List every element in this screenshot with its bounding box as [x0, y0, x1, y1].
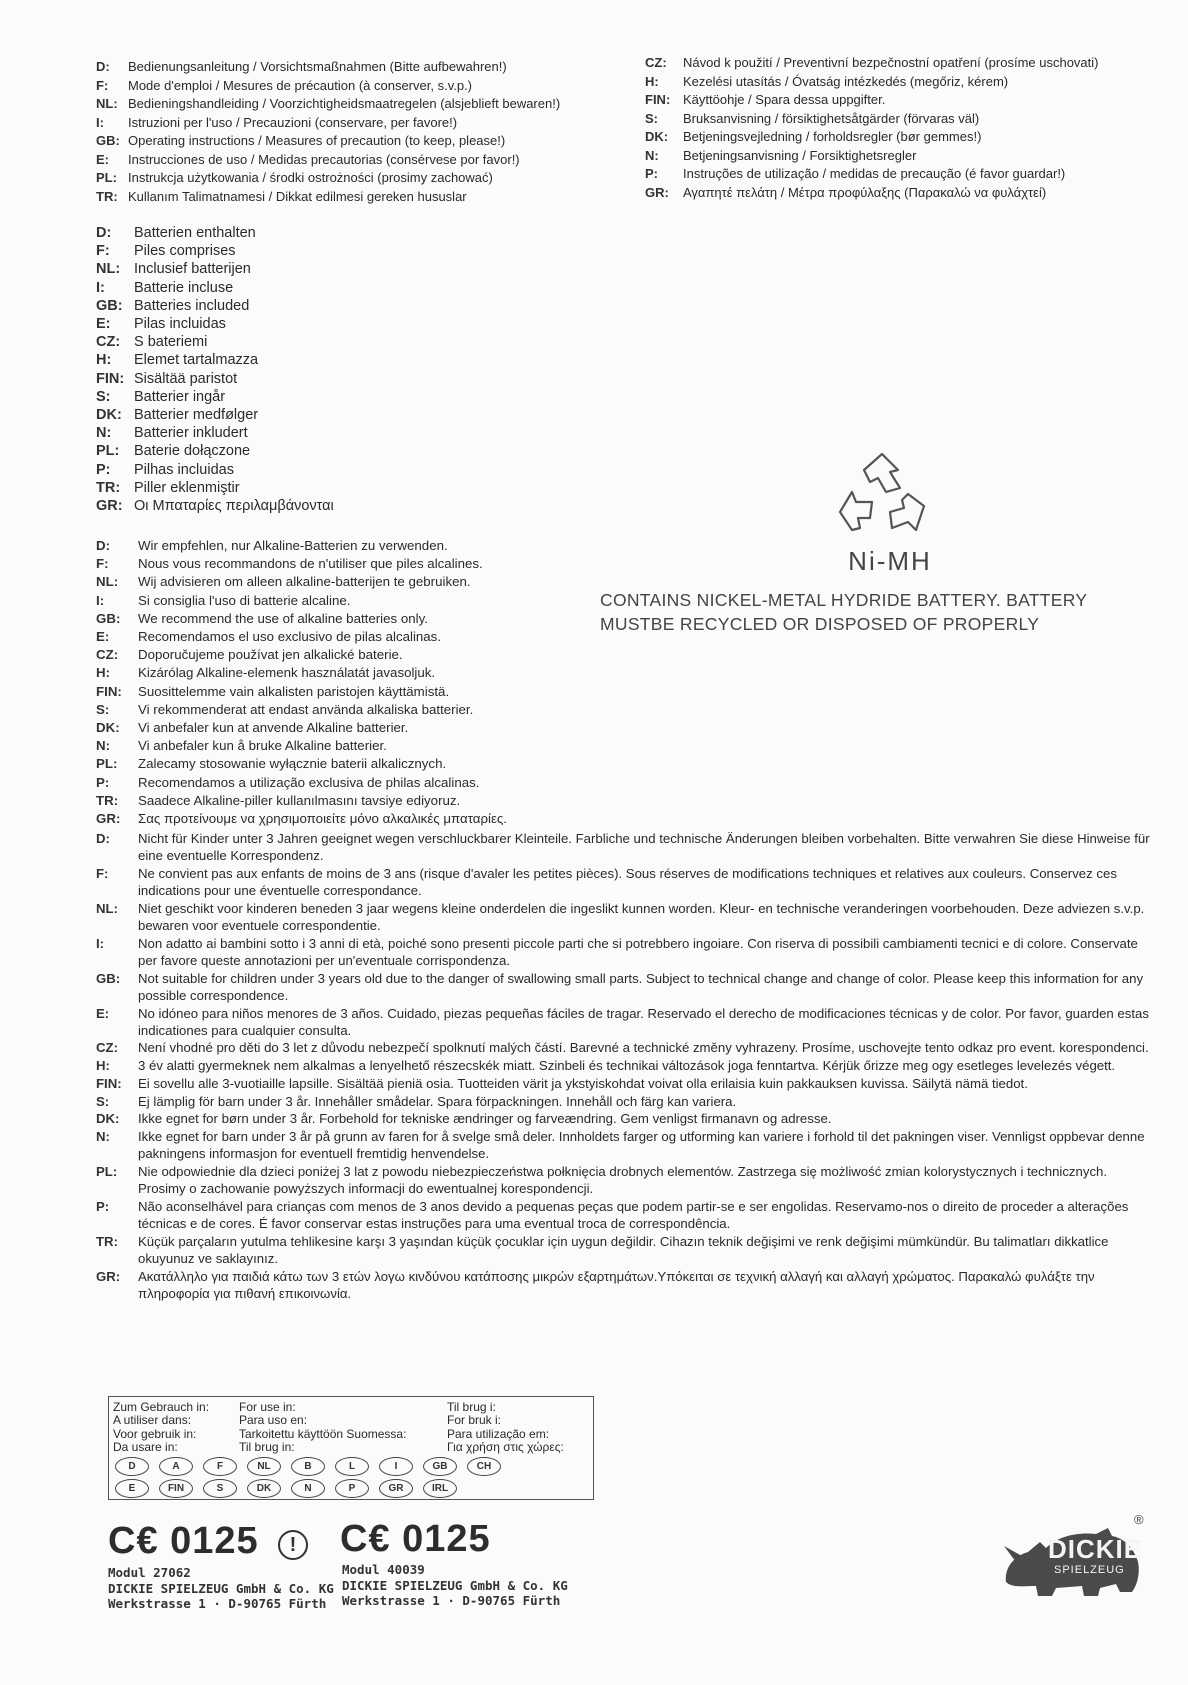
lang-text: Kullanım Talimatnamesi / Dikkat edilmesi gereken hususlar [128, 188, 467, 204]
lang-row [645, 110, 1165, 129]
lang-row [96, 497, 476, 515]
lang-text: Kezelési utasítás / Óvatság intézkedés (megőriz, kérem) [683, 73, 1009, 89]
use-label: Για χρήση στις χώρες: [447, 1440, 564, 1455]
lang-row [645, 128, 1165, 147]
lang-code: GR: [96, 1268, 121, 1284]
lang-code: NL: [96, 96, 118, 111]
lang-code: GB: [96, 970, 121, 986]
lang-text: Sisältää paristot [134, 370, 238, 387]
country-oval: B [291, 1457, 325, 1476]
lang-code: S: [645, 110, 658, 126]
lang-row [96, 1093, 1156, 1110]
lang-code: NL: [96, 900, 118, 916]
lang-code: P: [645, 166, 658, 181]
lang-row [96, 424, 476, 442]
lang-row [96, 683, 636, 701]
lang-text: Ne convient pas aux enfants de moins de 3 ans (risque d'avaler les petites pièces). Sous réserves de modifications techniques et relatives aux couleurs. Conservez ces indications pour une éventuelle correspondance. [138, 865, 1117, 899]
lang-row [96, 1110, 1156, 1127]
lang-text: Batterier medfølger [134, 407, 259, 424]
lang-text: Niet geschikt voor kinderen beneden 3 jaar wegens kleine onderdelen die ingeslikt kunnen worden. Kleur- en technische veranderingen voorbehouden. Deze adviezen s.v.p. bewaren voor eventuele correspondentie. [138, 900, 1145, 934]
lang-code: E: [96, 1005, 110, 1021]
country-oval: A [159, 1457, 193, 1476]
lang-code: FIN: [96, 1075, 122, 1091]
lang-code: I: [96, 279, 105, 296]
lang-code: H: [96, 352, 112, 369]
lang-code: GB: [96, 610, 121, 626]
lang-row [645, 91, 1165, 110]
lang-text: Saadece Alkaline-piller kullanılmasını tavsiye ediyoruz. [138, 792, 461, 808]
lang-code: D: [96, 831, 110, 846]
lang-code: H: [96, 665, 111, 681]
lang-row [96, 1057, 1156, 1074]
lang-row [96, 224, 476, 242]
country-oval: FIN [159, 1479, 193, 1498]
cert-1-info [108, 1565, 334, 1612]
lang-text: No idóneo para niños menores de 3 años. Cuidado, piezas pequeñas fáciles de tragar. Reservado el derecho de modificaciones técnicas y de color. Por favor, guarden estas indicationes para cualquier consulta. [138, 1005, 1149, 1038]
country-oval: GR [379, 1479, 413, 1498]
lang-text: 3 év alatti gyermeknek nem alkalmas a lenyelhető részecskék miatt. Szinbeli és technikai változások joga fenntartva. Kérjük őrizze meg ogy esetleges levelezés végett. [138, 1058, 1116, 1074]
lang-code: TR: [96, 1233, 118, 1249]
lang-code: F: [96, 243, 110, 260]
lang-row [96, 297, 476, 315]
lang-row [96, 442, 476, 460]
country-oval: NL [247, 1457, 281, 1476]
lang-code: GB: [96, 133, 120, 148]
lang-code: CZ: [645, 55, 667, 70]
country-oval: S [203, 1479, 237, 1498]
lang-code: S: [96, 388, 111, 405]
use-label: A utiliser dans: [113, 1413, 192, 1428]
lang-row [645, 165, 1165, 184]
country-oval: IRL [423, 1479, 457, 1498]
lang-row [96, 1233, 1156, 1267]
lang-row [96, 792, 636, 810]
lang-row [96, 95, 636, 114]
lang-row [96, 1005, 1156, 1039]
lang-code: GR: [645, 184, 669, 200]
lang-row [96, 592, 636, 610]
lang-text: Pilas incluidas [134, 316, 226, 333]
lang-row [96, 701, 636, 719]
lang-text: Návod k použití / Preventivní bezpečnostní opatření (prosíme uschovati) [683, 55, 1099, 70]
lang-text: Batteries included [134, 297, 250, 314]
use-label: Para utilização em: [447, 1426, 550, 1441]
country-oval: I [379, 1457, 413, 1476]
lang-code: H: [96, 1058, 110, 1074]
lang-code: DK: [96, 720, 120, 736]
lang-row [96, 279, 476, 297]
modul-number: Modul 27062 [108, 1565, 191, 1580]
logo-brand: DICKIE [1048, 1534, 1143, 1564]
lang-text: Ej lämplig för barn under 3 år. Innehåller smådelar. Spara förpackningen. Innehåll och färg kan variera. [138, 1093, 737, 1109]
lang-row [96, 58, 636, 77]
lang-code: S: [96, 701, 110, 717]
use-label: Zum Gebrauch in: [113, 1400, 210, 1414]
lang-text: Batterie incluse [134, 279, 234, 296]
lang-code: PL: [96, 1163, 118, 1179]
use-box-col-1 [113, 1401, 209, 1455]
battery-notice-line-1: CONTAINS NICKEL-METAL HYDRIDE BATTERY. BATTERY [600, 590, 1088, 610]
lang-row [96, 461, 476, 479]
lang-text: Betjeningsanvisning / Forsiktighetsregler [683, 147, 917, 163]
lang-text: Não aconselhável para crianças com menos de 3 anos devido a pequenas peças que podem partir-se e ser engolidas. Reservamo-nos o direito de proceder a alterações técnicas e de cores. É favor conservar estas instruções para uma eventual troca de correspondência. [138, 1198, 1129, 1231]
lang-code: TR: [96, 792, 119, 808]
header-left-list [96, 58, 636, 206]
lang-code: P: [96, 774, 110, 790]
lang-code: P: [96, 1198, 110, 1214]
lang-text: Batterien enthalten [134, 225, 256, 241]
lang-row [96, 1268, 1156, 1302]
country-oval: E [115, 1479, 149, 1498]
company-address: Werkstrasse 1 · D-90765 Fürth [108, 1596, 327, 1611]
lang-row [96, 737, 636, 755]
lang-text: Nous vous recommandons de n'utiliser que piles alcalines. [138, 556, 483, 572]
lang-row [96, 333, 476, 351]
use-label: For bruk i: [447, 1413, 502, 1428]
lang-row [96, 830, 1156, 864]
company-name: DICKIE SPIELZEUG GmbH & Co. KG [342, 1577, 568, 1593]
use-label: Tarkoitettu käyttöön Suomessa: [239, 1426, 407, 1441]
lang-text: Ikke egnet for barn under 3 år på grunn av faren for å svelge små deler. Innholdets farger og utforming kan variere i forhold til det pakningen viser. Vennligst oppbevar denne pakningens informasjon for eventuell fremtidig henvendelse. [138, 1128, 1145, 1162]
batteries-included-list [96, 224, 476, 515]
lang-code: DK: [96, 1111, 120, 1127]
lang-row [96, 573, 636, 591]
use-box-col-2 [239, 1401, 406, 1455]
lang-row [645, 54, 1165, 73]
lang-code: DK: [645, 129, 669, 144]
lang-text: Nicht für Kinder unter 3 Jahren geeignet wegen verschluckbarer Kleinteile. Farbliche und technische Änderungen bleiben vorbehalten. Bitte verwahren Sie diese Hinweise für eine eventuelle Korrespondenz. [138, 831, 1150, 864]
use-label: For use in: [239, 1400, 296, 1414]
lang-code: FIN: [96, 370, 125, 387]
country-oval: GB [423, 1457, 457, 1476]
lang-text: Inclusief batterijen [134, 261, 251, 278]
lang-text: Wir empfehlen, nur Alkaline-Batterien zu verwenden. [138, 538, 448, 553]
lang-row [645, 184, 1165, 203]
registered-mark: ® [1134, 1512, 1144, 1527]
lang-code: S: [96, 1093, 110, 1109]
lang-code: TR: [96, 188, 118, 204]
lang-text: Recomendamos a utilização exclusiva de philas alcalinas. [138, 774, 480, 790]
lang-row [96, 755, 636, 773]
lang-row [96, 935, 1156, 969]
use-label: Til brug in: [239, 1440, 295, 1455]
lang-text: Nie odpowiednie dla dzieci poniżej 3 lat z powodu niebezpieczeństwa połknięcia drobnych elementów. Zastrzega się możliwość zmian kolorystycznych i technicznych. Prosimy o zachowanie powyższych informacji do ewentualnej korespondencji. [138, 1163, 1108, 1197]
lang-text: Doporučujeme používat jen alkalické baterie. [138, 647, 403, 663]
safety-warnings-list [96, 830, 1156, 1302]
lang-text: Ei sovellu alle 3-vuotiaille lapsille. Sisältää pieniä osia. Tuotteiden värit ja ykstyiskohdat voivat olla erilaisia kuin pakkauksen kuvissa. Säilytä nämä tiedot. [138, 1075, 1028, 1091]
logo-sub: SPIELZEUG [1054, 1564, 1125, 1576]
lang-row [96, 406, 476, 424]
lang-code: P: [96, 461, 111, 478]
country-oval: P [335, 1479, 369, 1498]
lang-row [96, 664, 636, 682]
lang-text: Elemet tartalmazza [134, 352, 259, 369]
lang-row [96, 479, 476, 497]
cert-2-info [342, 1562, 568, 1609]
lang-text: Bruksanvisning / försiktighetsåtgärder (förvaras väl) [683, 110, 980, 126]
lang-text: Recomendamos el uso exclusivo de pilas alcalinas. [138, 629, 442, 645]
lang-text: Küçük parçaların yutulma tehlikesine karşı 3 yaşından küçük çocuklar için uygun değildir. Cihazın teknik değişimi ve renk değişimi mümkündür. Bu talimatları dikkatlice okuyunuz ve saklayınız. [138, 1233, 1109, 1266]
lang-row [96, 242, 476, 260]
battery-disposal-notice [600, 588, 1160, 636]
lang-code: FIN: [96, 683, 122, 699]
lang-row [96, 719, 636, 737]
lang-text: Batterier inkludert [134, 425, 248, 442]
lang-text: Instruções de utilização / medidas de precaução (é favor guardar!) [683, 166, 1066, 181]
lang-row [96, 774, 636, 792]
alert-icon: ! [278, 1530, 308, 1560]
battery-notice-line-2: MUSTBE RECYCLED OR DISPOSED OF PROPERLY [600, 614, 1040, 634]
lang-text: Οι Μπαταρίες περιλαμβάνονται [134, 498, 334, 515]
alkaline-recommendation-list [96, 537, 636, 828]
lang-text: Piles comprises [134, 243, 236, 260]
lang-code: E: [96, 316, 111, 333]
lang-row [645, 147, 1165, 166]
lang-text: Baterie dołączone [134, 443, 251, 460]
use-label: Voor gebruik in: [113, 1426, 197, 1441]
lang-code: GB: [96, 297, 123, 314]
lang-row [96, 1198, 1156, 1232]
lang-row [96, 169, 636, 188]
lang-text: Pilhas incluidas [134, 461, 234, 478]
dickie-logo [1000, 1512, 1150, 1602]
lang-code: TR: [96, 479, 121, 496]
lang-text: Si consiglia l'uso di batterie alcaline. [138, 592, 351, 608]
lang-code: PL: [96, 443, 120, 460]
lang-code: NL: [96, 574, 119, 590]
lang-text: Suosittelemme vain alkalisten paristojen käyttämistä. [138, 683, 450, 699]
lang-code: NL: [96, 261, 121, 278]
lang-row [96, 1075, 1156, 1092]
lang-row [96, 114, 636, 133]
lang-code: I: [96, 935, 105, 951]
lang-code: F: [96, 865, 109, 881]
lang-text: Instrucciones de uso / Medidas precautorias (consérvese por favor!) [128, 151, 520, 167]
country-oval: F [203, 1457, 237, 1476]
lang-code: F: [96, 77, 109, 93]
lang-code: N: [96, 738, 111, 754]
country-oval: L [335, 1457, 369, 1476]
lang-code: GR: [96, 498, 123, 515]
lang-code: CZ: [96, 647, 119, 663]
company-address: Werkstrasse 1 · D-90765 Fürth [342, 1593, 561, 1608]
lang-code: N: [96, 425, 112, 442]
lang-row [96, 865, 1156, 899]
lang-code: CZ: [96, 334, 121, 351]
lang-code: GR: [96, 811, 121, 827]
lang-text: Non adatto ai bambini sotto i 3 anni di età, poiché sono presenti piccole parti che si potrebbero ingoiare. Con riserva di possibili cambiamenti tecnici e di colore. Conservate per favore queste annotazioni per un'eventuale corrispondenza. [138, 935, 1138, 968]
lang-text: Bedieningshandleiding / Voorzichtigheidsmaatregelen (alsjeblieft bewaren!) [128, 96, 561, 111]
lang-text: Instrukcja użytkowania / środki ostrożności (prosimy zachować) [128, 170, 493, 185]
lang-row [96, 555, 636, 573]
recycle-icon [812, 448, 952, 552]
lang-code: E: [96, 629, 110, 645]
lang-text: Operating instructions / Measures of precaution (to keep, please!) [128, 133, 506, 148]
header-right-list [645, 54, 1165, 202]
lang-row [96, 132, 636, 151]
lang-code: I: [96, 114, 104, 130]
use-label: Para uso en: [239, 1413, 308, 1428]
country-use-box [108, 1396, 594, 1500]
use-label: Da usare in: [113, 1440, 178, 1455]
country-oval: N [291, 1479, 325, 1498]
lang-row [96, 610, 636, 628]
lang-row [96, 1163, 1156, 1197]
lang-code: FIN: [645, 92, 671, 107]
lang-text: Mode d'emploi / Mesures de précaution (à conserver, s.v.p.) [128, 77, 473, 93]
ce-mark-2: C€ 0125 [340, 1518, 491, 1560]
lang-code: D: [96, 225, 112, 241]
lang-row [96, 370, 476, 388]
lang-row [96, 388, 476, 406]
lang-text: Kizárólag Alkaline-elemenk használatát javasoljuk. [138, 665, 436, 681]
lang-text: Σας προτείνουμε να χρησιμοποιείτε μόνο αλκαλικές μπαταρίες. [138, 811, 507, 827]
lang-text: Αγαπητέ πελάτη / Μέτρα προφύλαξης (Παρακαλώ να φυλάχτεί) [683, 184, 1047, 200]
lang-code: PL: [96, 756, 118, 772]
use-box-col-3 [447, 1401, 564, 1455]
lang-code: PL: [96, 170, 117, 185]
lang-text: Istruzioni per l'uso / Precauzioni (conservare, per favore!) [128, 114, 458, 130]
lang-text: Vi anbefaler kun å bruke Alkaline batterier. [138, 738, 387, 754]
lang-row [96, 260, 476, 278]
ce-mark-1: C€ 0125 [108, 1520, 259, 1562]
lang-text: Bedienungsanleitung / Vorsichtsmaßnahmen (Bitte aufbewahren!) [128, 59, 507, 74]
lang-text: Batterier ingår [134, 388, 226, 405]
lang-text: Zalecamy stosowanie wyłącznie baterii alkalicznych. [138, 756, 447, 772]
lang-code: E: [96, 151, 109, 167]
lang-code: N: [96, 1128, 110, 1144]
lang-code: D: [96, 538, 111, 553]
lang-row [96, 900, 1156, 934]
country-oval: D [115, 1457, 149, 1476]
company-name: DICKIE SPIELZEUG GmbH & Co. KG [108, 1580, 334, 1596]
modul-number: Modul 40039 [342, 1562, 425, 1577]
lang-text: Wij advisieren om alleen alkaline-batterijen te gebruiken. [138, 574, 471, 590]
lang-row [96, 351, 476, 369]
country-oval: DK [247, 1479, 281, 1498]
lang-row [96, 188, 636, 207]
lang-code: F: [96, 556, 109, 572]
battery-type-label: Ni-MH [848, 546, 932, 576]
lang-row [645, 73, 1165, 92]
lang-row [96, 77, 636, 96]
lang-code: DK: [96, 407, 122, 424]
lang-row [96, 1128, 1156, 1162]
lang-text: Vi anbefaler kun at anvende Alkaline batterier. [138, 720, 409, 736]
lang-text: We recommend the use of alkaline batteries only. [138, 610, 428, 626]
lang-text: Betjeningsvejledning / forholdsregler (bør gemmes!) [683, 129, 982, 144]
lang-text: Vi rekommenderat att endast använda alkaliska batterier. [138, 701, 474, 717]
lang-code: N: [645, 147, 659, 163]
lang-code: I: [96, 592, 105, 608]
lang-row [96, 315, 476, 333]
lang-code: H: [645, 73, 659, 89]
use-label: Til brug i: [447, 1400, 496, 1414]
lang-row [96, 810, 636, 828]
lang-text: Ikke egnet for børn under 3 år. Forbehold for tekniske ændringer og farveændring. Gem venligst firmanavn og adresse. [138, 1111, 832, 1127]
lang-row [96, 646, 636, 664]
lang-text: Ακατάλληλο για παιδιά κάτω των 3 ετών λογω κινδύνου κατάποσης μικρών εξαρτημάτων.Υπόκειται σε τεχνική αλλαγή και αλλαγή χρώματος. Παρακαλώ φυλάξτε την πληροφορία για πιθανή επικοινωνία. [138, 1268, 1095, 1301]
lang-text: Piller eklenmiştir [134, 479, 240, 496]
lang-row [96, 970, 1156, 1004]
lang-row [96, 628, 636, 646]
lang-text: Not suitable for children under 3 years old due to the danger of swallowing small parts. Subject to technical change and change of color. Please keep this information for any possible correspondence. [138, 970, 1144, 1003]
lang-row [96, 537, 636, 555]
lang-text: S bateriemi [134, 334, 208, 351]
lang-row [96, 1039, 1156, 1056]
lang-row [96, 151, 636, 170]
lang-code: D: [96, 59, 110, 74]
country-oval: CH [467, 1457, 501, 1476]
lang-text: Není vhodné pro děti do 3 let z důvodu nebezpečí spolknutí malých částí. Barevné a technické změny vyhrazeny. Prosíme, uschovejte tento odkaz pro event. korespondenci. [138, 1040, 1149, 1056]
lang-text: Käyttöohje / Spara dessa uppgifter. [683, 92, 886, 107]
lang-code: CZ: [96, 1040, 118, 1056]
